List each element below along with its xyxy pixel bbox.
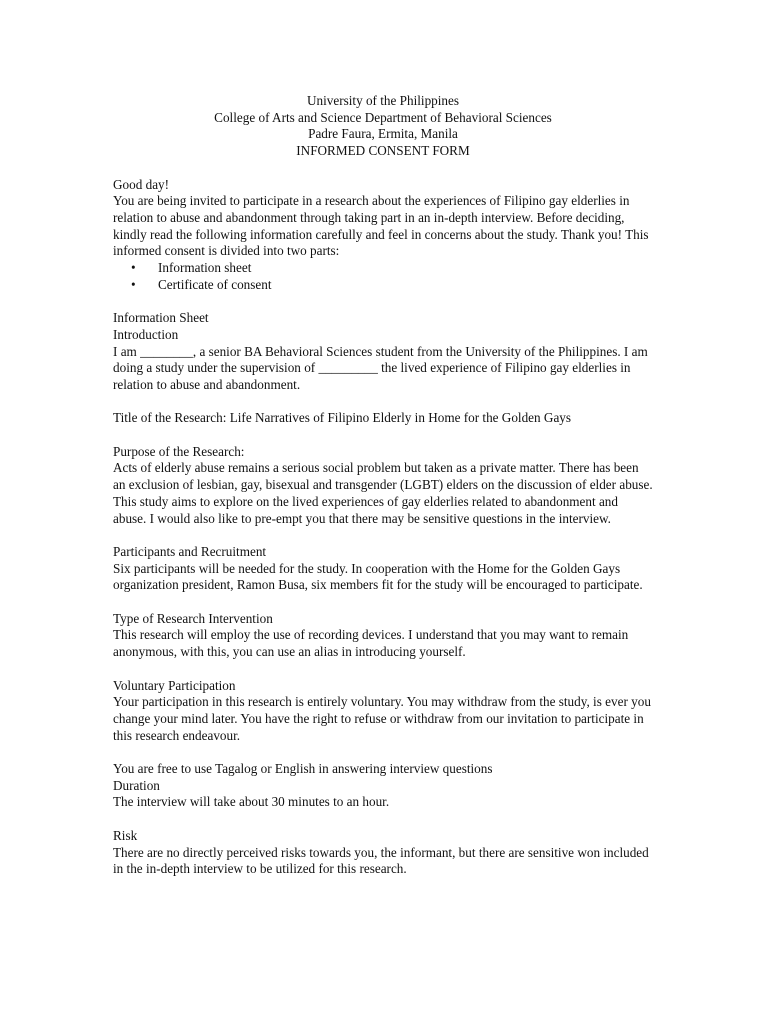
duration-heading: Duration: [113, 777, 160, 793]
spacer: [113, 744, 653, 761]
spacer: [113, 394, 653, 411]
intervention-text: This research will employ the use of recording devices. I understand that you may want to remain anonymous, with this, you can use an alias in introducing yourself.: [113, 627, 629, 660]
voluntary-text: Your participation in this research is entirely voluntary. You may withdraw from the study, is ever you change your mind later. You have the right to refuse or withdraw from our invitation to participate in this research endeavour.: [113, 694, 651, 743]
spacer: [113, 527, 653, 544]
language-note: You are free to use Tagalog or English in answering interview questions: [113, 761, 493, 776]
spacer: [113, 160, 653, 177]
university-name: University of the Philippines: [306, 93, 459, 108]
participants-text: Six participants will be needed for the study. In cooperation with the Home for the Golden Gays organization president, Ramon Busa, six members fit for the study will be encouraged to participate.: [113, 560, 643, 593]
risk-heading: Risk: [113, 827, 138, 843]
spacer: [113, 661, 653, 678]
form-title: INFORMED CONSENT FORM: [296, 143, 470, 159]
parts-list: [113, 260, 653, 293]
purpose-heading: Purpose of the Research:: [113, 443, 245, 459]
spacer: [113, 811, 653, 828]
college-department: College of Arts and Science Department of Behavioral Sciences: [214, 109, 552, 125]
intro-paragraph: You are being invited to participate in a research about the experiences of Filipino gay elderlies in relation to abuse and abandonment through taking part in an in-depth interview. Before deciding, kindly read the following information carefully and feel in concerns about the study. Thank you! This informed consent is divided into two parts:: [113, 193, 649, 259]
research-title: Title of the Research: Life Narratives of Filipino Elderly in Home for the Golden Gays: [113, 410, 572, 426]
spacer: [113, 594, 653, 611]
introduction-text: I am ________, a senior BA Behavioral Sciences student from the University of the Philippines. I am doing a study under the supervision of _________ the lived experience of Filipino gay elderlies in relation to abuse and abandonment.: [113, 343, 648, 392]
list-item: • Certificate of consent: [158, 277, 653, 294]
address: Padre Faura, Ermita, Manila: [308, 126, 458, 142]
purpose-text: Acts of elderly abuse remains a serious social problem but taken as a private matter. There has been an exclusion of lesbian, gay, bisexual and transgender (LGBT) elders on the discussion of elder abuse. This study aims to explore on the lived experiences of gay elderlies related to abandonment and abuse. I would also like to pre-empt you that there may be sensitive questions in the interview.: [113, 460, 653, 526]
greeting: Good day!: [113, 176, 170, 192]
risk-text: There are no directly perceived risks towards you, the informant, but there are sensitive won included in the in-depth interview to be utilized for this research.: [113, 844, 649, 877]
information-sheet-heading: Information Sheet: [113, 310, 209, 326]
intervention-heading: Type of Research Intervention: [113, 610, 273, 626]
spacer: [113, 427, 653, 444]
document-header: [113, 93, 653, 160]
participants-heading: Participants and Recruitment: [113, 543, 267, 559]
spacer: [113, 293, 653, 310]
list-item: • Information sheet: [158, 260, 653, 277]
introduction-heading: Introduction: [113, 326, 179, 342]
duration-text: The interview will take about 30 minutes to an hour.: [113, 794, 390, 810]
voluntary-heading: Voluntary Participation: [113, 677, 236, 693]
document-page: [113, 93, 653, 878]
